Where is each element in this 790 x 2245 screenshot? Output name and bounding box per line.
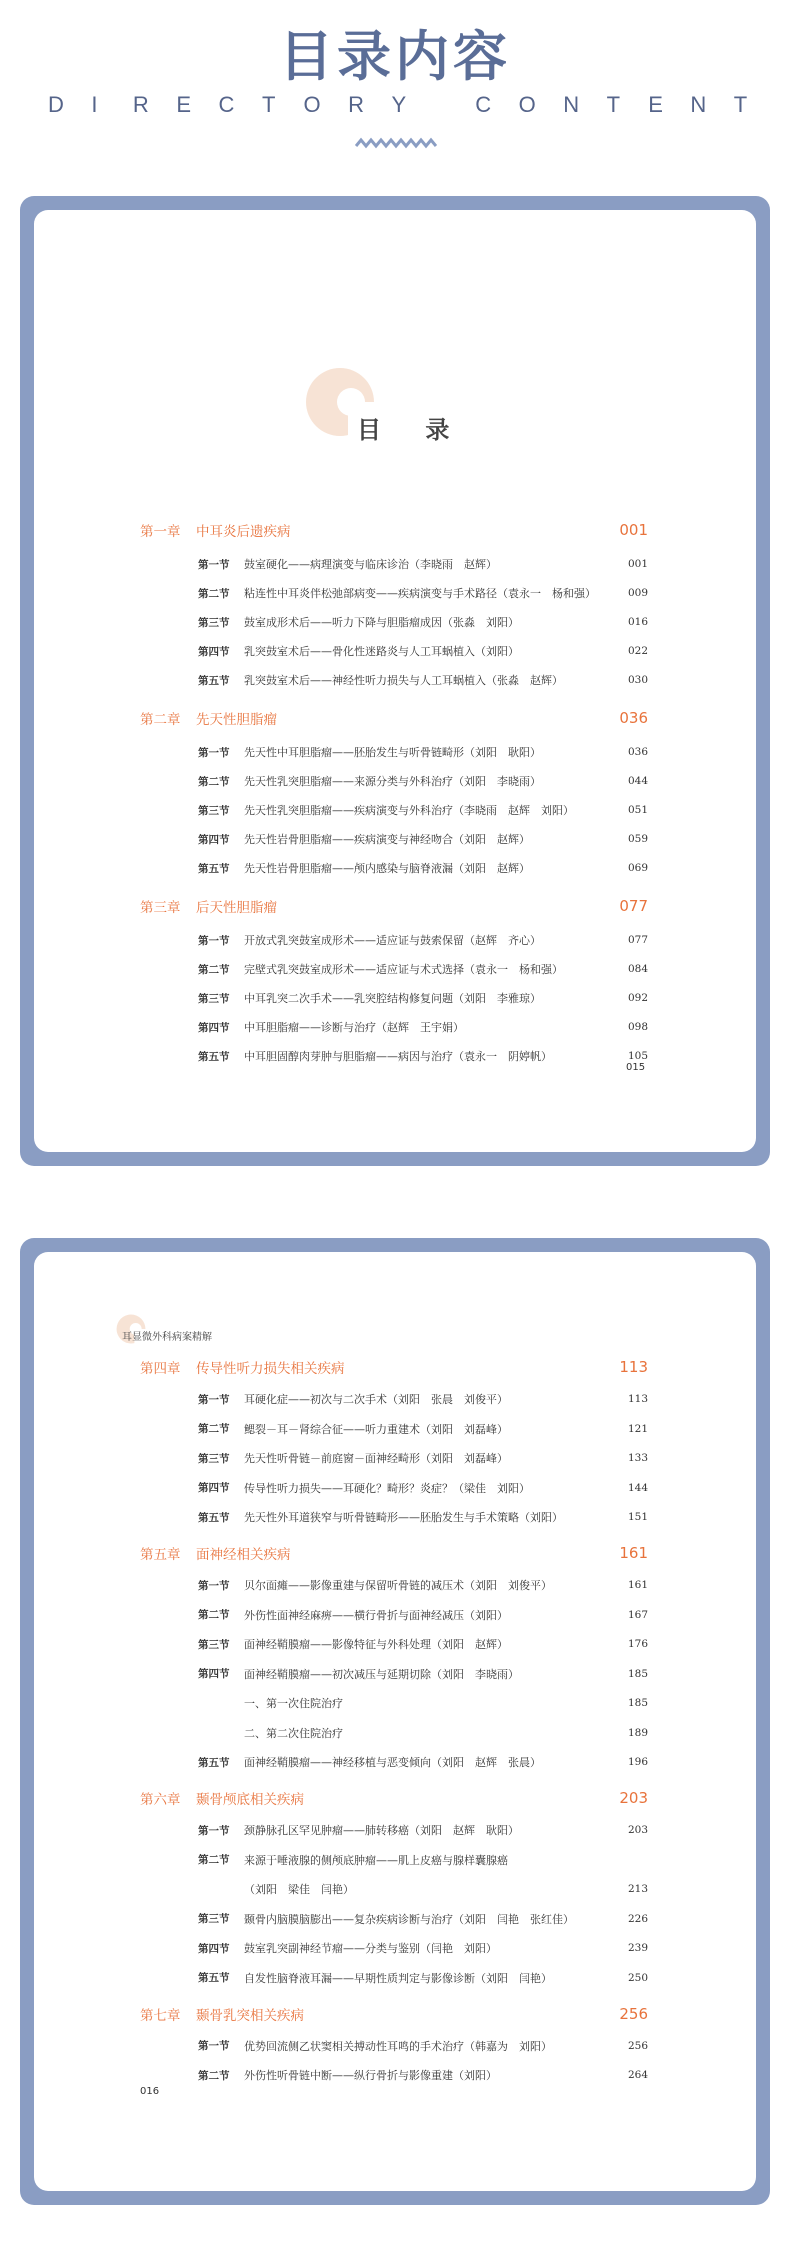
subtitle-letter: E: [648, 92, 663, 117]
section-number: 第三节: [198, 1452, 230, 1465]
chapter-page: 036: [619, 709, 648, 727]
section-row[interactable]: [198, 1391, 648, 1407]
chapter-number: 第三章: [140, 900, 181, 916]
section-row[interactable]: [198, 1940, 648, 1956]
section-page: 084: [627, 963, 648, 975]
section-page: 105: [627, 1050, 648, 1062]
section-row[interactable]: [198, 1577, 648, 1593]
section-page: 256: [627, 2039, 648, 2052]
section-title: 粘连性中耳炎伴松弛部病变——疾病演变与手术路径（袁永一 杨和强）: [244, 587, 596, 600]
section-page: 077: [627, 934, 648, 946]
section-title: 面神经鞘膜瘤——影像特征与外科处理（刘阳 赵辉）: [244, 1638, 508, 1651]
chapter-row[interactable]: [140, 1788, 648, 1808]
section-row[interactable]: [198, 773, 648, 789]
section-title: 鼓室成形术后——听力下降与胆脂瘤成因（张淼 刘阳）: [244, 616, 519, 629]
section-row[interactable]: [198, 831, 648, 847]
section-number: 第三节: [198, 616, 230, 629]
chapter-title: 传导性听力损失相关疾病: [196, 1361, 345, 1377]
section-title: 开放式乳突鼓室成形术——适应证与鼓索保留（赵辉 齐心）: [244, 934, 541, 947]
section-number: 第一节: [198, 934, 230, 947]
section-number: 第四节: [198, 1942, 230, 1955]
section-title: 面神经鞘膜瘤——神经移植与恶变倾向（刘阳 赵辉 张晨）: [244, 1756, 541, 1769]
section-title: 中耳胆固醇肉芽肿与胆脂瘤——病因与治疗（袁永一 阴婷帆）: [244, 1050, 552, 1063]
section-row[interactable]: [198, 860, 648, 876]
section-title: 优势回流侧乙状窦相关搏动性耳鸣的手术治疗（韩嘉为 刘阳）: [244, 2039, 552, 2053]
section-title: 中耳乳突二次手术——乳突腔结构修复问题（刘阳 李雅琼）: [244, 992, 541, 1005]
section-row[interactable]: [198, 643, 648, 659]
section-page: 226: [627, 1912, 648, 1925]
page-number: 016: [140, 2086, 160, 2097]
section-number: 第三节: [198, 804, 230, 817]
chapter-row[interactable]: [140, 708, 648, 728]
section-page: 009: [627, 587, 648, 599]
section-number: 第一节: [198, 1579, 230, 1592]
section-number: 第三节: [198, 1638, 230, 1651]
subtitle-letter: O: [518, 92, 536, 117]
section-row[interactable]: [198, 585, 648, 601]
chapter-title: 颞骨乳突相关疾病: [196, 2007, 304, 2024]
section-number: 第一节: [198, 1393, 230, 1406]
subtitle-letter: T: [261, 92, 276, 117]
section-row[interactable]: [198, 2067, 648, 2083]
chapter-page: 001: [619, 521, 648, 539]
section-number: 第四节: [198, 645, 230, 658]
section-title: 先天性听骨链－前庭窗－面神经畸形（刘阳 刘磊峰）: [244, 1452, 508, 1465]
wave-decoration-icon: [355, 136, 437, 150]
section-page: 239: [627, 1942, 648, 1954]
section-title: 颈静脉孔区罕见肿瘤——肺转移癌（刘阳 赵辉 耿阳）: [244, 1824, 519, 1837]
section-page: 001: [627, 558, 648, 570]
section-title: 乳突鼓室术后——神经性听力损失与人工耳蜗植入（张淼 赵辉）: [244, 674, 563, 687]
section-row[interactable]: [198, 1048, 648, 1064]
subtitle-letter: I: [91, 92, 98, 117]
section-row[interactable]: [198, 556, 648, 572]
subtitle-letter: R: [348, 92, 364, 117]
section-number: 第二节: [198, 587, 230, 600]
section-number: 第四节: [198, 1668, 230, 1680]
section-title: 贝尔面瘫——影像重建与保留听骨链的减压术（刘阳 刘俊平）: [244, 1579, 552, 1592]
section-title: 先天性岩骨胆脂瘤——颅内感染与脑脊液漏（刘阳 赵辉）: [244, 862, 530, 875]
section-title: 先天性岩骨胆脂瘤——疾病演变与神经吻合（刘阳 赵辉）: [244, 833, 530, 846]
chapter-page: 077: [619, 897, 648, 915]
subtitle-letter: D: [48, 92, 64, 117]
subtitle-letter: T: [733, 92, 748, 117]
chapter-page: 161: [619, 1544, 648, 1562]
chapter-row[interactable]: [140, 520, 648, 540]
section-page: 144: [627, 1481, 648, 1494]
section-page: 185: [627, 1697, 648, 1709]
section-row[interactable]: [198, 1666, 648, 1682]
section-number: 第五节: [198, 1756, 230, 1769]
section-title: 鳃裂－耳－肾综合征——听力重建术（刘阳 刘磊峰）: [244, 1422, 508, 1436]
section-number: 第一节: [198, 1824, 230, 1837]
section-page: 016: [627, 616, 648, 628]
section-title: （刘阳 梁佳 闫艳）: [244, 1883, 354, 1896]
chapter-row[interactable]: [140, 2004, 648, 2024]
section-title: 先天性乳突胆脂瘤——疾病演变与外科治疗（李晓雨 赵辉 刘阳）: [244, 804, 574, 817]
section-page: 069: [627, 862, 648, 874]
section-page: 059: [627, 833, 648, 845]
section-row[interactable]: [198, 990, 648, 1006]
section-row[interactable]: [198, 1509, 648, 1525]
section-title: 先天性乳突胆脂瘤——来源分类与外科治疗（刘阳 李晓雨）: [244, 775, 541, 788]
section-row[interactable]: [198, 1636, 648, 1652]
subtitle-letter: N: [690, 92, 707, 117]
section-page: 185: [627, 1667, 648, 1680]
section-row[interactable]: [198, 1607, 648, 1623]
chapter-page: 113: [619, 1358, 648, 1376]
section-page: 161: [627, 1579, 648, 1591]
section-number: 第一节: [198, 2040, 230, 2052]
section-page: 151: [627, 1511, 648, 1523]
section-row[interactable]: [244, 1881, 648, 1897]
section-number: 第三节: [198, 992, 230, 1005]
chapter-page: 203: [619, 1789, 648, 1807]
chapter-title: 面神经相关疾病: [196, 1547, 291, 1563]
running-head: 耳显微外科病案精解: [122, 1332, 212, 1343]
section-row[interactable]: [198, 932, 648, 948]
toc-page-2-frame: [20, 1238, 770, 2205]
section-title: 乳突鼓室术后——骨化性迷路炎与人工耳蜗植入（刘阳）: [244, 645, 519, 658]
chapter-row[interactable]: [140, 896, 648, 916]
directory-subtitle: [48, 92, 748, 118]
page-number: 015: [626, 1062, 646, 1073]
section-number: 第五节: [198, 862, 230, 875]
section-page: 092: [627, 992, 648, 1004]
section-title: 先天性中耳胆脂瘤——胚胎发生与听骨链畸形（刘阳 耿阳）: [244, 746, 541, 759]
section-page: 189: [627, 1726, 648, 1739]
section-title: 来源于唾液腺的侧颅底肿瘤——肌上皮癌与腺样囊腺癌: [244, 1853, 508, 1867]
toc-heading: 目 录: [357, 416, 468, 444]
section-number: 第一节: [198, 558, 230, 571]
section-number: 第五节: [198, 1511, 230, 1524]
section-row[interactable]: [198, 961, 648, 977]
section-row[interactable]: [198, 1754, 648, 1770]
directory-title: 目录内容: [279, 25, 511, 88]
section-number: 第五节: [198, 674, 230, 687]
section-row[interactable]: [198, 1911, 648, 1927]
section-page: 044: [627, 775, 648, 787]
section-page: 133: [627, 1452, 648, 1464]
subtitle-letter: R: [132, 92, 149, 117]
section-number: 第五节: [198, 1050, 230, 1063]
section-page: 196: [627, 1756, 648, 1768]
chapter-number: 第六章: [140, 1792, 181, 1808]
section-page: 030: [627, 674, 648, 686]
subtitle-letter: [434, 92, 448, 118]
subtitle-letter: C: [218, 92, 235, 117]
section-row[interactable]: [198, 1019, 648, 1035]
section-title: 中耳胆脂瘤——诊断与治疗（赵辉 王宇娟）: [244, 1021, 464, 1034]
chapter-number: 第二章: [140, 712, 181, 728]
section-row[interactable]: [244, 1695, 648, 1711]
section-title: 外伤性听骨链中断——纵行骨折与影像重建（刘阳）: [244, 2069, 497, 2082]
section-page: 176: [627, 1638, 648, 1650]
section-title: 一、第一次住院治疗: [244, 1697, 343, 1710]
section-page: 167: [627, 1608, 648, 1621]
section-page: 036: [627, 746, 648, 758]
section-row[interactable]: [198, 1421, 648, 1437]
section-title: 自发性脑脊液耳漏——早期性质判定与影像诊断（刘阳 闫艳）: [244, 1971, 552, 1985]
section-number: 第二节: [198, 775, 230, 788]
section-row[interactable]: [198, 744, 648, 760]
section-page: 022: [627, 645, 648, 657]
section-number: 第二节: [198, 963, 230, 976]
section-number: 第五节: [198, 1972, 230, 1984]
section-number: 第三节: [198, 1913, 230, 1925]
section-number: 第四节: [198, 833, 230, 846]
chapter-number: 第一章: [140, 524, 181, 540]
section-number: 第四节: [198, 1021, 230, 1034]
section-row[interactable]: [198, 1852, 648, 1868]
section-title: 鼓室硬化——病理演变与临床诊治（李晓雨 赵辉）: [244, 558, 497, 571]
chapter-number: 第七章: [140, 2007, 181, 2024]
section-title: 面神经鞘膜瘤——初次减压与延期切除（刘阳 李晓雨）: [244, 1667, 519, 1681]
section-number: 第二节: [198, 1609, 230, 1621]
subtitle-letter: E: [176, 92, 192, 117]
section-title: 耳硬化症——初次与二次手术（刘阳 张晨 刘俊平）: [244, 1393, 508, 1406]
chapter-title: 后天性胆脂瘤: [196, 900, 277, 916]
section-row[interactable]: [198, 802, 648, 818]
chapter-number: 第五章: [140, 1547, 181, 1563]
section-row[interactable]: [198, 672, 648, 688]
chapter-title: 颞骨颅底相关疾病: [196, 1792, 304, 1808]
section-page: 264: [627, 2069, 648, 2081]
section-title: 传导性听力损失——耳硬化？畸形？炎症？（梁佳 刘阳）: [244, 1481, 530, 1495]
section-title: 二、第二次住院治疗: [244, 1726, 343, 1740]
section-page: 121: [627, 1422, 648, 1435]
chapter-row[interactable]: [140, 1357, 648, 1377]
chapter-page: 256: [619, 2004, 648, 2023]
chapter-title: 先天性胆脂瘤: [196, 712, 277, 728]
section-number: 第四节: [198, 1482, 230, 1494]
subtitle-letter: N: [563, 92, 580, 117]
subtitle-letter: Y: [391, 92, 407, 117]
section-page: 113: [627, 1393, 648, 1405]
section-row[interactable]: [198, 1970, 648, 1986]
section-title: 外伤性面神经麻痹——横行骨折与面神经减压（刘阳）: [244, 1608, 508, 1622]
chapter-row[interactable]: [140, 1543, 648, 1563]
chapter-title: 中耳炎后遗疾病: [196, 524, 291, 540]
chapter-number: 第四章: [140, 1361, 181, 1377]
section-page: 051: [627, 804, 648, 816]
section-number: 第二节: [198, 1423, 230, 1435]
section-page: 203: [627, 1824, 648, 1836]
section-number: 第二节: [198, 1854, 230, 1866]
section-number: 第二节: [198, 2069, 230, 2082]
section-page: 098: [627, 1021, 648, 1033]
section-page: 250: [627, 1971, 648, 1984]
section-row[interactable]: [198, 2038, 648, 2054]
section-title: 鼓室乳突副神经节瘤——分类与鉴别（闫艳 刘阳）: [244, 1942, 497, 1955]
subtitle-letter: T: [606, 92, 621, 117]
section-row[interactable]: [244, 1725, 648, 1741]
section-row[interactable]: [198, 1822, 648, 1838]
section-title: 先天性外耳道狭窄与听骨链畸形——胚胎发生与手术策略（刘阳）: [244, 1511, 563, 1524]
subtitle-letter: C: [475, 92, 492, 117]
section-row[interactable]: [198, 614, 648, 630]
subtitle-letter: O: [303, 92, 321, 117]
section-row[interactable]: [198, 1450, 648, 1466]
section-row[interactable]: [198, 1480, 648, 1496]
section-title: 颞骨内脑膜脑膨出——复杂疾病诊断与治疗（刘阳 闫艳 张红佳）: [244, 1912, 574, 1926]
section-title: 完壁式乳突鼓室成形术——适应证与术式选择（袁永一 杨和强）: [244, 963, 563, 976]
section-page: 213: [627, 1883, 648, 1895]
section-number: 第一节: [198, 746, 230, 759]
